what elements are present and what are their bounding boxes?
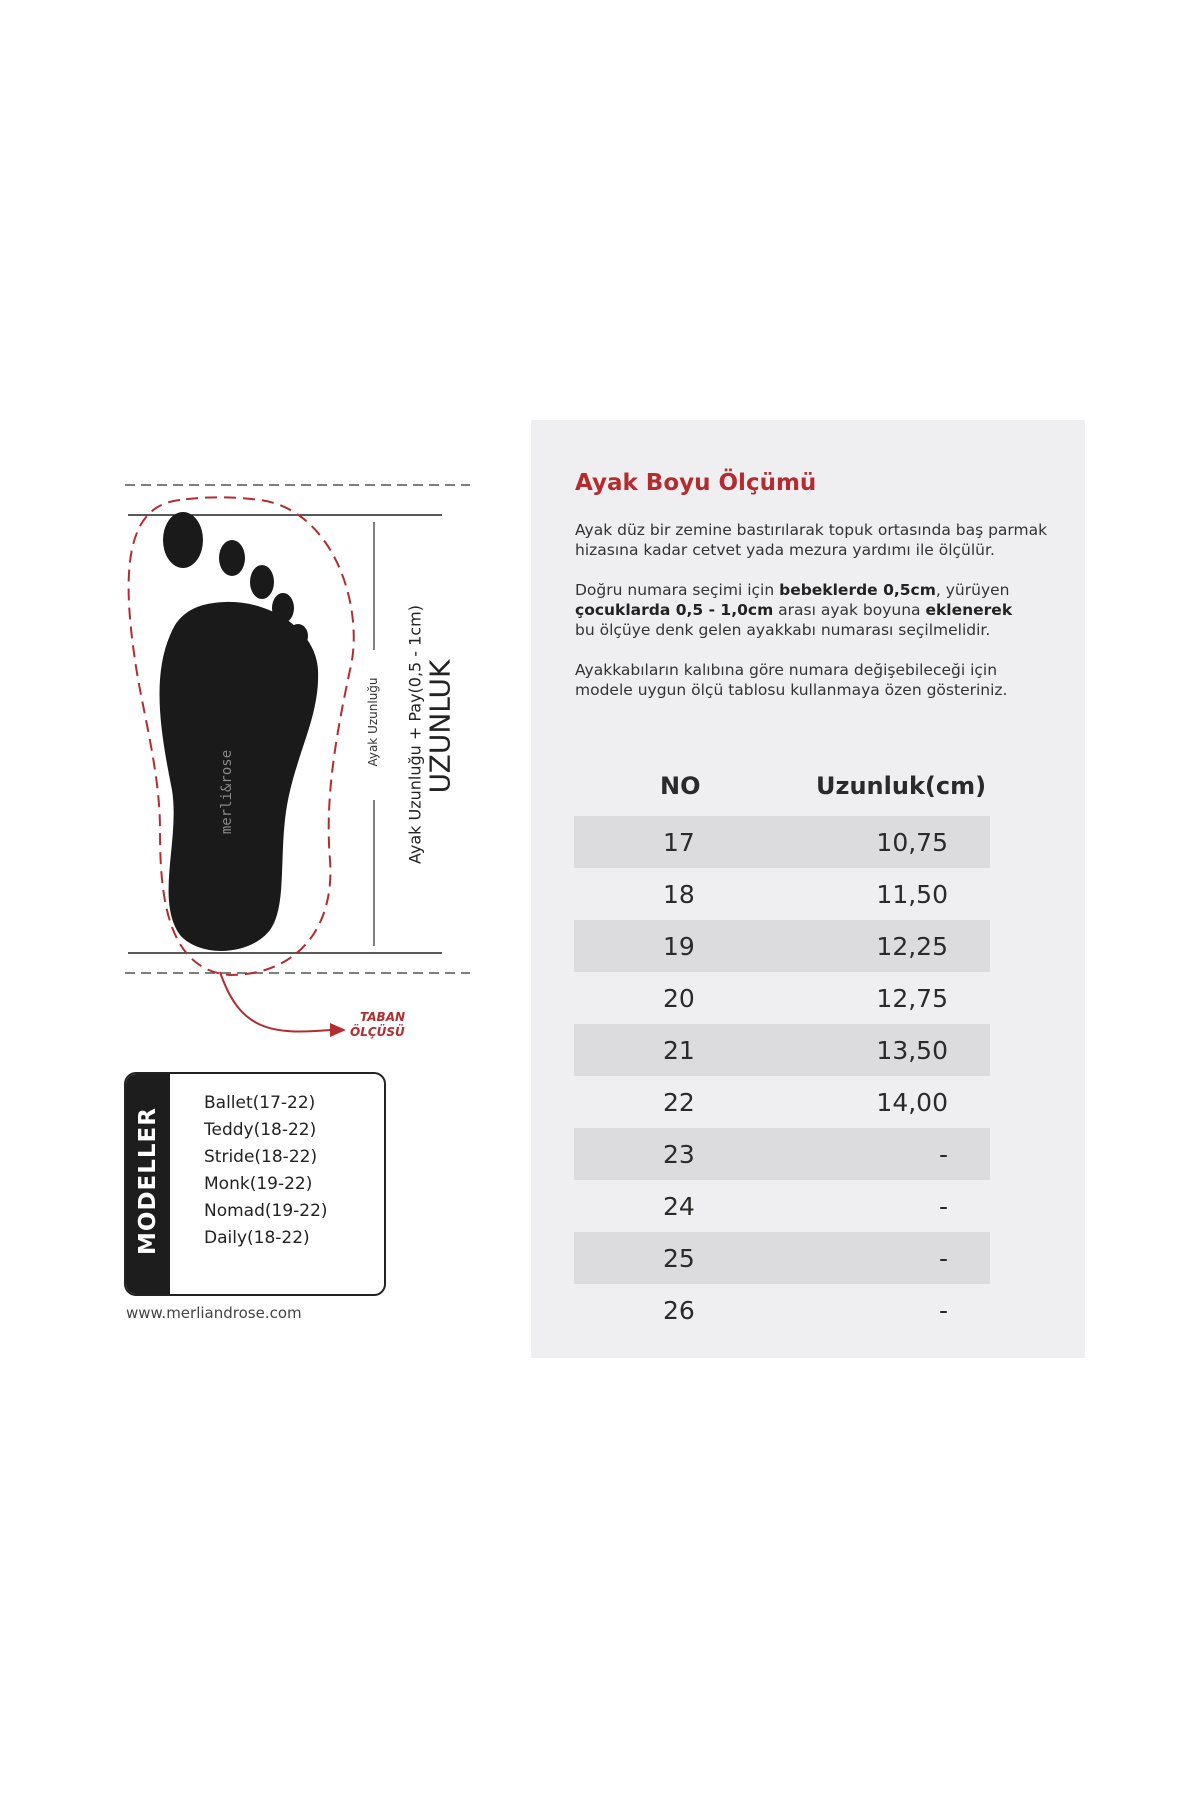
p2-f: eklenerek (925, 601, 1013, 619)
table-row (574, 1076, 990, 1128)
table-row (574, 1128, 990, 1180)
p2-d: çocuklarda 0,5 - 1,0cm (575, 601, 774, 619)
size-length: 11,50 (876, 880, 948, 909)
sole-label-line1: TABAN (360, 1010, 406, 1024)
models-tab (126, 1074, 170, 1294)
table-row (574, 972, 990, 1024)
toe-2 (219, 540, 245, 576)
column-header-no: NO (660, 772, 701, 800)
toe-3 (250, 565, 274, 599)
info-panel (531, 420, 1085, 1358)
model-item: Ballet(17-22) (204, 1093, 316, 1113)
p2-c: , yürüyen (935, 581, 1010, 599)
model-item: Stride(18-22) (204, 1147, 318, 1167)
p3-line1: Ayakkabıların kalıbına göre numara değişebileceği için (575, 661, 998, 679)
size-number: 21 (663, 1036, 695, 1065)
size-number: 17 (663, 828, 695, 857)
size-table (574, 816, 990, 1336)
website-url: www.merliandrose.com (126, 1304, 302, 1322)
size-number: 18 (663, 880, 695, 909)
instruction-paragraph-2 (575, 580, 1075, 640)
size-number: 23 (663, 1140, 695, 1169)
foot-length-label: Ayak Uzunluğu (366, 677, 380, 767)
size-length: - (938, 1192, 948, 1221)
sole-arrow-line (220, 972, 330, 1031)
size-number: 26 (663, 1296, 695, 1325)
size-number: 22 (663, 1088, 695, 1117)
panel-title: Ayak Boyu Ölçümü (575, 470, 817, 496)
size-number: 19 (663, 932, 695, 961)
sole-arrow-head (330, 1023, 346, 1037)
toe-4 (272, 593, 294, 623)
p2-g: bu ölçüye denk gelen ayakkabı numarası seçilmelidir. (575, 621, 991, 639)
table-row (574, 1284, 990, 1336)
p3-line2: modele uygun ölçü tablosu kullanmaya özen gösteriniz. (575, 681, 1008, 699)
p2-a: Doğru numara seçimi için (575, 581, 780, 599)
size-number: 24 (663, 1192, 695, 1221)
size-number: 25 (663, 1244, 695, 1273)
table-row (574, 868, 990, 920)
foot-sole-shape (160, 602, 319, 951)
table-row (574, 1232, 990, 1284)
size-length: 13,50 (876, 1036, 948, 1065)
toe-5 (288, 624, 308, 648)
table-row (574, 816, 990, 868)
size-length: 14,00 (876, 1088, 948, 1117)
sole-label-line2: ÖLÇÜSÜ (350, 1025, 405, 1039)
size-number: 20 (663, 984, 695, 1013)
table-row (574, 1180, 990, 1232)
table-row (574, 1024, 990, 1076)
length-heading: UZUNLUK (423, 659, 457, 794)
sole-measure-label (350, 1010, 405, 1040)
p2-e: arası ayak boyuna (773, 601, 926, 619)
foot-length-allowance-label: Ayak Uzunluğu + Pay(0,5 - 1cm) (405, 605, 425, 864)
p1-line1: Ayak düz bir zemine bastırılarak topuk ortasında baş parmak (575, 521, 1048, 539)
model-item: Monk(19-22) (204, 1174, 313, 1194)
instruction-paragraph-1 (575, 520, 1075, 560)
size-length: 12,75 (876, 984, 948, 1013)
size-length: 12,25 (876, 932, 948, 961)
models-tab-label: MODELLER (135, 1107, 161, 1255)
table-row (574, 920, 990, 972)
model-item: Nomad(19-22) (204, 1201, 328, 1221)
size-length: 10,75 (876, 828, 948, 857)
foot-measurement-diagram (120, 470, 500, 1060)
models-box (124, 1072, 386, 1296)
size-length: - (938, 1140, 948, 1169)
model-item: Daily(18-22) (204, 1228, 310, 1248)
p1-line2: hizasına kadar cetvet yada mezura yardımı ile ölçülür. (575, 541, 995, 559)
instruction-paragraph-3 (575, 660, 1075, 700)
big-toe (163, 512, 203, 568)
size-length: - (938, 1296, 948, 1325)
models-list (204, 1090, 328, 1252)
brand-mark-on-sole: merli&rose (219, 749, 235, 835)
size-length: - (938, 1244, 948, 1273)
p2-b: bebeklerde 0,5cm (779, 581, 936, 599)
column-header-length: Uzunluk(cm) (816, 772, 987, 800)
model-item: Teddy(18-22) (204, 1120, 317, 1140)
